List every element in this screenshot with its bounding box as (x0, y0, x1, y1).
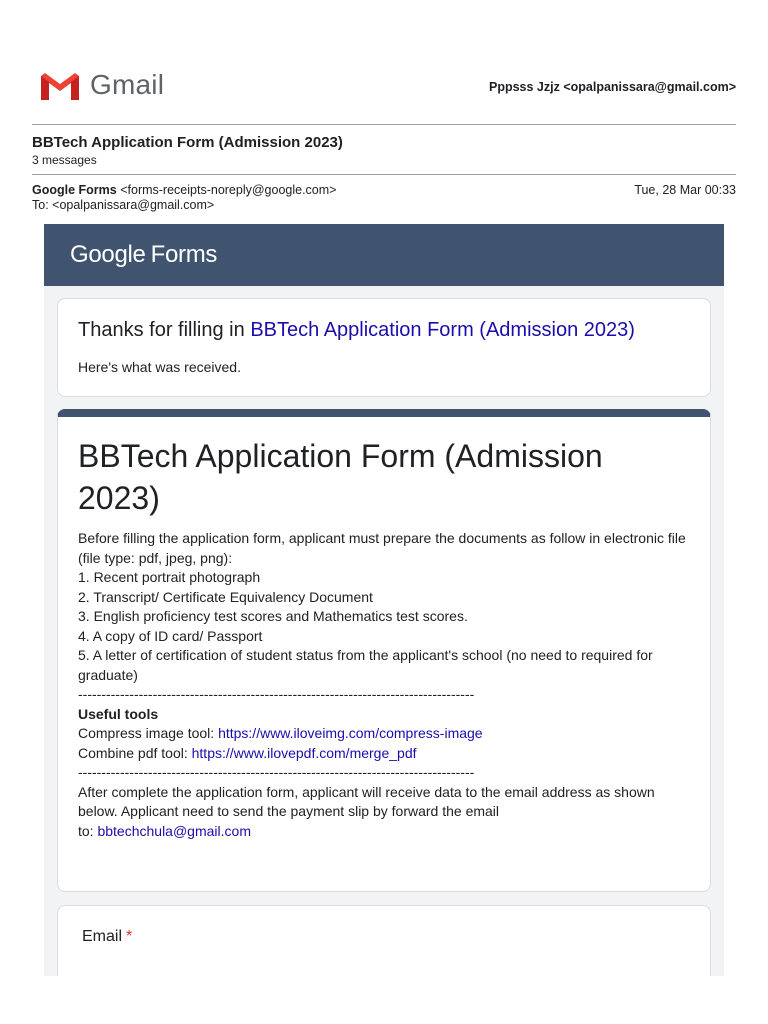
recipient-line: To: <opalpanissara@gmail.com> (32, 198, 215, 212)
gmail-header (32, 66, 736, 110)
combine-tool-link[interactable]: https://www.ilovepdf.com/merge_pdf (191, 744, 417, 761)
header-divider (32, 124, 736, 125)
email-question-card (57, 905, 711, 976)
subject-divider (32, 174, 736, 175)
thanks-prefix: Thanks for filling in (78, 319, 245, 341)
contact-email-link[interactable]: bbtechchula@gmail.com (97, 822, 251, 839)
useful-tools-heading: Useful tools (78, 705, 159, 722)
doc-item: 1. Recent portrait photograph (78, 569, 261, 585)
after-instructions: After complete the application form, applicant will receive data to the email address as shown below. Applicant need to send the payment slip by forward the email (78, 783, 655, 819)
thanks-card (57, 298, 711, 397)
google-forms-logo (70, 241, 217, 269)
file-types-text: (file type: pdf, jpeg, png): (78, 549, 233, 566)
compress-tool-line (78, 724, 694, 744)
dashed-divider: ------------------------------------------------------------------------------------- (78, 764, 475, 780)
logo-google-text: Google (70, 241, 146, 268)
account-name: Pppsss Jzjz <opalpanissara@gmail.com> (488, 80, 736, 94)
form-description (78, 529, 694, 841)
gmail-logo-icon (38, 70, 82, 102)
message-date: Tue, 28 Mar 00:33 (634, 183, 736, 197)
required-marker: * (126, 928, 133, 945)
send-to-label: to: (78, 822, 98, 839)
received-text: Here's what was received. (78, 359, 241, 375)
google-forms-banner (44, 224, 724, 286)
combine-tool-label: Combine pdf tool: (78, 744, 192, 761)
form-title-link[interactable]: BBTech Application Form (Admission 2023) (250, 319, 635, 341)
thanks-heading (78, 319, 635, 342)
email-body (44, 224, 724, 976)
message-count: 3 messages (32, 153, 97, 167)
intro-text: Before filling the application form, applicant must prepare the documents as follow in electronic file (78, 530, 686, 546)
compress-tool-label: Compress image tool: (78, 725, 219, 741)
doc-item: 5. A letter of certification of student status from the applicant's school (no need to required for graduate) (78, 647, 653, 683)
thread-subject: BBTech Application Form (Admission 2023) (32, 134, 343, 151)
sender-email: <forms-receipts-noreply@google.com> (120, 183, 337, 197)
doc-item: 2. Transcript/ Certificate Equivalency Document (78, 588, 373, 605)
dashed-divider: ------------------------------------------------------------------------------------- (78, 686, 475, 702)
form-title: BBTech Application Form (Admission 2023) (78, 438, 603, 516)
gmail-wordmark: Gmail (90, 69, 165, 100)
sender-name: Google Forms (32, 183, 117, 197)
form-description-card (57, 409, 711, 892)
email-label-text: Email (82, 928, 123, 945)
compress-tool-link[interactable]: https://www.iloveimg.com/compress-image (218, 725, 483, 741)
send-to-line (78, 822, 694, 842)
doc-item: 4. A copy of ID card/ Passport (78, 627, 263, 644)
combine-tool-line (78, 744, 694, 764)
email-question-label (82, 928, 132, 946)
doc-item: 3. English proficiency test scores and Mathematics test scores. (78, 608, 468, 624)
logo-forms-text: Forms (150, 241, 218, 268)
sender-line (32, 183, 336, 197)
